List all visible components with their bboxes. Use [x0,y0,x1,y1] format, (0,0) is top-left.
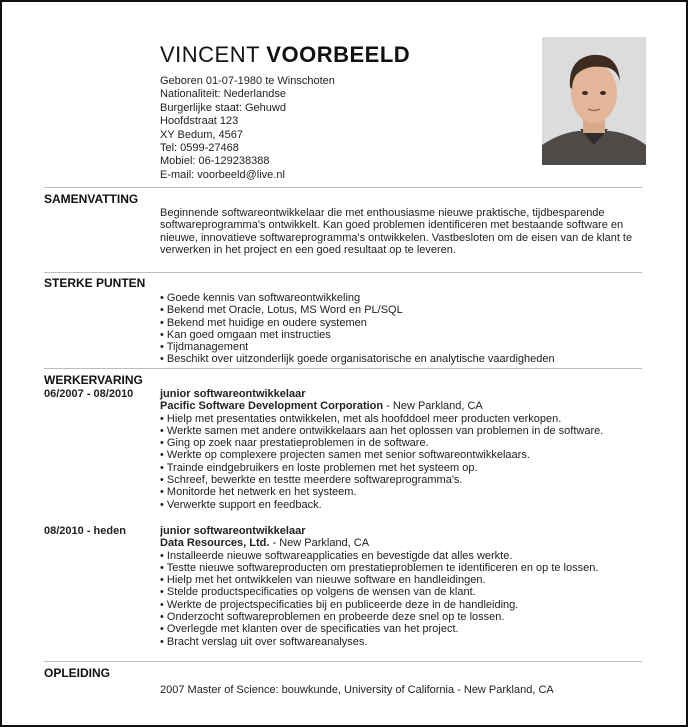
list-item: • Monitorde het netwerk en het systeem. [160,486,636,498]
list-item: • Bekend met huidige en oudere systemen [160,317,640,329]
list-item: • Werkte samen met andere ontwikkelaars aan het oplossen van problemen in de software. [160,425,636,437]
section-divider [44,187,642,188]
job-dates: 06/2007 - 08/2010 [44,388,134,400]
profile-photo [542,37,646,165]
mobile: Mobiel: 06-129238388 [160,155,270,168]
list-item: • Hielp met presentaties ontwikkelen, met als hoofddoel meer producten verkopen. [160,413,636,425]
list-item: • Testte nieuwe softwareproducten om prestatieproblemen te identificeren en op te lossen. [160,562,636,574]
education-heading: OPLEIDING [44,666,111,680]
job-entry [160,388,636,511]
list-item: • Trainde eindgebruikers en loste problemen met het systeem op. [160,462,636,474]
job-employer [160,537,636,549]
marital-status: Burgerlijke staat: Gehuwd [160,101,286,114]
job-duties [160,413,636,511]
birth-info: Geboren 01-07-1980 te Winschoten [160,75,335,87]
list-item: • Verwerkte support en feedback. [160,499,636,511]
section-divider [44,368,642,369]
job-location: - New Parkland, CA [269,537,370,550]
strengths-heading: STERKE PUNTEN [44,276,146,290]
job-dates: 08/2010 - heden [44,525,126,537]
experience-heading: WERKERVARING [44,373,143,387]
section-divider [44,272,642,273]
strengths-list [160,292,640,366]
list-item: • Goede kennis van softwareontwikkeling [160,292,640,304]
company-name: Data Resources, Ltd. [160,537,270,550]
last-name: VOORBEELD [266,42,411,67]
summary-heading: SAMENVATTING [44,192,139,206]
company-name: Pacific Software Development Corporation [160,400,384,413]
email: E-mail: voorbeeld@live.nl [160,168,285,181]
list-item: • Stelde productspecificaties op volgens de wensen van de klant. [160,586,636,598]
list-item: • Installeerde nieuwe softwareapplicaties en bevestigde dat alles werkte. [160,550,636,562]
list-item: • Ging op zoek naar prestatieproblemen in de software. [160,437,636,449]
list-item: • Bekend met Oracle, Lotus, MS Word en PL/SQL [160,304,640,316]
candidate-name [160,42,410,68]
list-item: • Beschikt over uitzonderlijk goede organisatorische en analytische vaardigheden [160,353,640,365]
list-item: • Werkte de projectspecificaties bij en publiceerde deze in de handleiding. [160,599,636,611]
phone: Tel: 0599-27468 [160,142,239,155]
nationality: Nationaliteit: Nederlandse [160,88,286,101]
list-item: • Kan goed omgaan met instructies [160,329,640,341]
education-entry: 2007 Master of Science: bouwkunde, University of California - New Parkland, CA [160,684,554,696]
list-item: • Hielp met het ontwikkelen van nieuwe software en handleidingen. [160,574,636,586]
section-divider [44,661,642,662]
job-entry [160,525,636,648]
list-item: • Overlegde met klanten over de specificaties van het project. [160,623,636,635]
street-address: Hoofdstraat 123 [160,115,239,128]
job-title: junior softwareontwikkelaar [160,525,306,537]
list-item: • Schreef, bewerkte en testte meerdere softwareprogramma's. [160,474,636,486]
list-item: • Werkte op complexere projecten samen met senior softwareontwikkelaars. [160,449,636,461]
list-item: • Onderzocht softwareproblemen en probeerde deze snel op te lossen. [160,611,636,623]
first-name: VINCENT [160,42,260,67]
job-duties [160,550,636,648]
contact-info [160,75,335,182]
list-item: • Bracht verslag uit over softwareanalyses. [160,636,636,648]
job-title: junior softwareontwikkelaar [160,388,306,400]
job-employer [160,400,636,412]
list-item: • Tijdmanagement [160,341,640,353]
job-location: - New Parkland, CA [383,400,483,413]
postal-city: XY Bedum, 4567 [160,128,243,141]
summary-text: Beginnende softwareontwikkelaar die met enthousiasme nieuwe praktische, tijdbesparende softwareprogramma's ontwikkelt. Kan goed problemen identificeren met bestaande software en nieuwe, innovatieve softwareprogramma's ontwikkelen. Vastbesloten om de eisen van de klant te verwerken in het project en een goed resultaat op te leveren. [160,207,633,256]
